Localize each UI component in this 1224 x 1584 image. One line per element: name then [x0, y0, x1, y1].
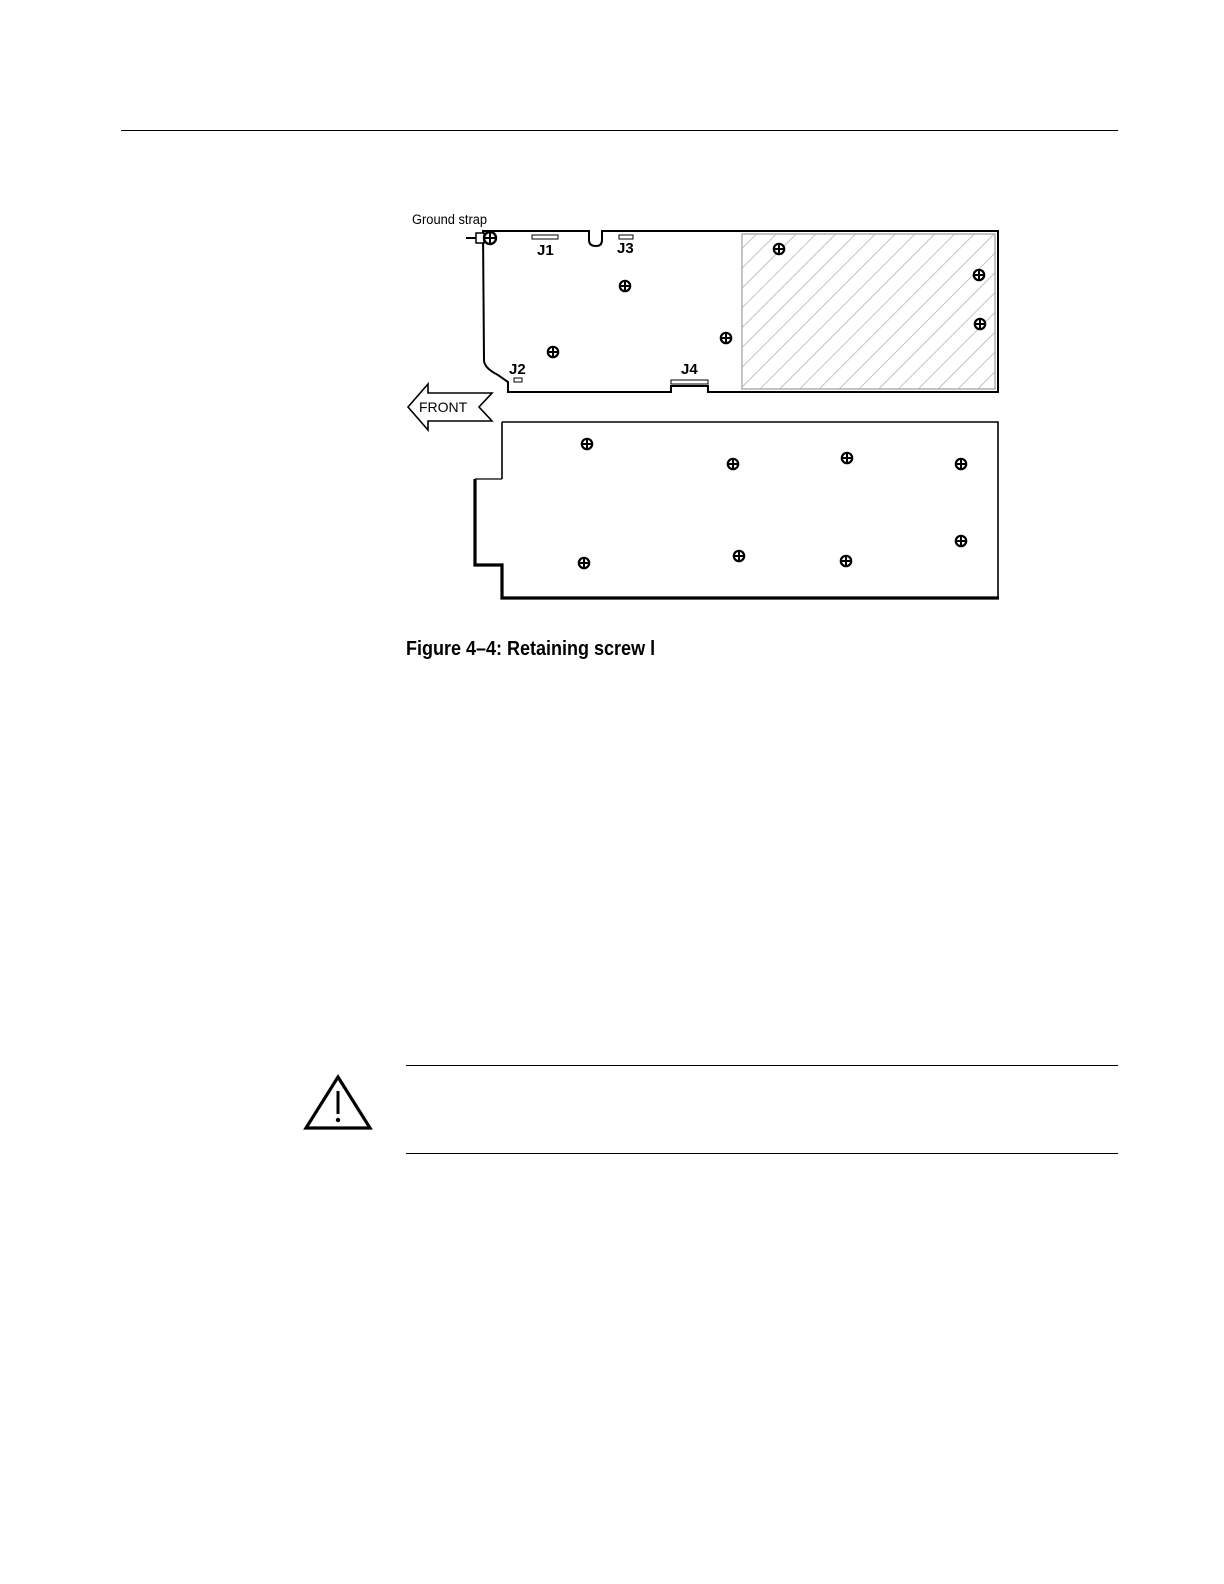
upper-board [483, 231, 998, 392]
figure-caption: Figure 4–4: Retaining screw l [406, 638, 656, 660]
connector-j4-label: J4 [681, 361, 698, 378]
screw-head-icon [956, 459, 966, 469]
connector-j2-label: J2 [509, 361, 526, 378]
warning-triangle-icon [302, 1073, 374, 1133]
warning-rule-bottom [406, 1153, 1118, 1154]
screw-head-icon [974, 270, 984, 280]
screw-head-icon [582, 439, 592, 449]
connector-j3-label: J3 [617, 240, 634, 257]
ground-strap-label: Ground strap [412, 211, 488, 228]
shielded-area [742, 234, 995, 389]
board-diagram-svg [395, 200, 1015, 620]
screw-head-icon [579, 558, 589, 568]
connector-j1-label: J1 [537, 242, 554, 259]
front-arrow-icon [408, 384, 492, 430]
header-rule [121, 130, 1118, 131]
screw-head-icon [620, 281, 630, 291]
connector-j3 [617, 235, 634, 257]
screw-head-icon [734, 551, 744, 561]
screw-head-icon [548, 347, 558, 357]
warning-rule-top [406, 1065, 1118, 1066]
front-label: FRONT [419, 399, 468, 415]
screw-head-icon [841, 556, 851, 566]
lower-board [475, 422, 999, 598]
screw-head-icon [774, 244, 784, 254]
board-diagram [395, 200, 1015, 620]
ground-strap [466, 232, 496, 244]
screw-head-icon [842, 453, 852, 463]
lower-board-screws [579, 439, 966, 568]
screw-head-icon [975, 319, 985, 329]
screw-head-icon [728, 459, 738, 469]
screw-head-icon [721, 333, 731, 343]
screw-head-icon [956, 536, 966, 546]
